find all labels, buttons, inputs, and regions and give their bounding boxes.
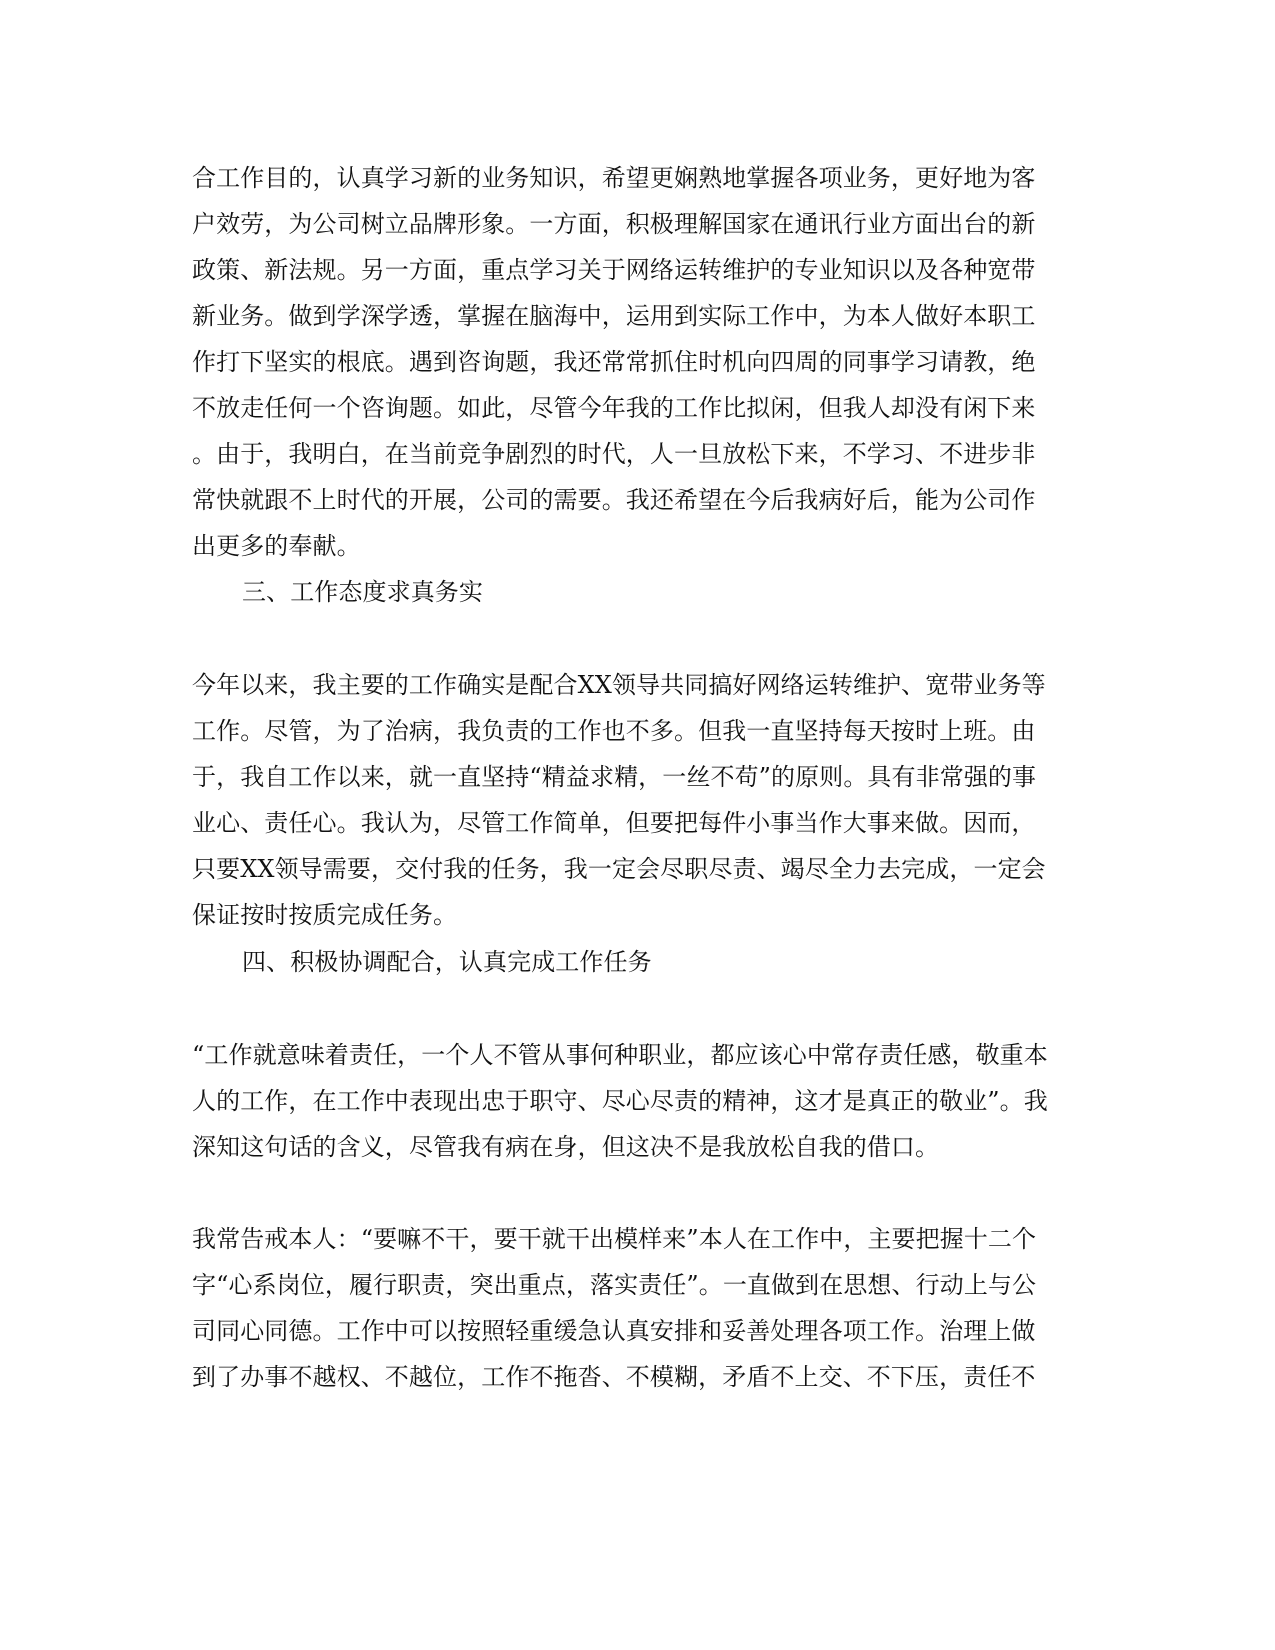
paragraph-line: 不放走任何一个咨询题。如此，尽管今年我的工作比拟闲，但我人却没有闲下来 (192, 394, 1036, 422)
paragraph-line: “工作就意味着责任，一个人不管从事何种职业，都应该心中常存责任感，敬重本 (192, 1041, 1048, 1069)
paragraph-line: 业心、责任心。我认为，尽管工作简单，但要把每件小事当作大事来做。因而， (192, 809, 1036, 837)
paragraph-line: 常快就跟不上时代的开展，公司的需要。我还希望在今后我病好后，能为公司作 (192, 486, 1036, 514)
paragraph-line: 我常告戒本人：“要嘛不干，要干就干出模样来”本人在工作中，主要把握十二个 (192, 1225, 1037, 1253)
paragraph-line: 政策、新法规。另一方面，重点学习关于网络运转维护的专业知识以及各种宽带 (192, 256, 1036, 284)
paragraph-line: 作打下坚实的根底。遇到咨询题，我还常常抓住时机向四周的同事学习请教，绝 (192, 348, 1036, 376)
paragraph-line: 到了办事不越权、不越位，工作不拖沓、不模糊，矛盾不上交、不下压，责任不 (192, 1363, 1036, 1391)
paragraph-line: 户效劳，为公司树立品牌形象。一方面，积极理解国家在通讯行业方面出台的新 (192, 210, 1036, 238)
paragraph-line: 今年以来，我主要的工作确实是配合XX领导共同搞好网络运转维护、宽带业务等 (192, 671, 1046, 699)
paragraph-line: 深知这句话的含义，尽管我有病在身，但这决不是我放松自我的借口。 (192, 1133, 940, 1161)
paragraph-line: 只要XX领导需要，交付我的任务，我一定会尽职尽责、竭尽全力去完成，一定会 (192, 855, 1046, 883)
paragraph-line: 字“心系岗位，履行职责，突出重点，落实责任”。一直做到在思想、行动上与公 (192, 1271, 1037, 1299)
section-heading-4: 四、积极协调配合，认真完成工作任务 (242, 948, 652, 976)
paragraph-line: 司同心同德。工作中可以按照轻重缓急认真安排和妥善处理各项工作。治理上做 (192, 1317, 1036, 1345)
section-heading-3: 三、工作态度求真务实 (242, 578, 483, 606)
paragraph-line: 出更多的奉献。 (192, 532, 361, 560)
paragraph-line: 工作。尽管，为了治病，我负责的工作也不多。但我一直坚持每天按时上班。由 (192, 717, 1036, 745)
paragraph-line: 人的工作，在工作中表现出忠于职守、尽心尽责的精神，这才是真正的敬业”。我 (192, 1087, 1048, 1115)
paragraph-line: 新业务。做到学深学透，掌握在脑海中，运用到实际工作中，为本人做好本职工 (192, 302, 1036, 330)
paragraph-line: 合工作目的，认真学习新的业务知识，希望更娴熟地掌握各项业务，更好地为客 (192, 164, 1036, 192)
paragraph-line: 保证按时按质完成任务。 (192, 901, 458, 929)
paragraph-line: 。由于，我明白，在当前竞争剧烈的时代，人一旦放松下来，不学习、不进步非 (192, 440, 1036, 468)
paragraph-line: 于，我自工作以来，就一直坚持“精益求精，一丝不苟”的原则。具有非常强的事 (192, 763, 1037, 791)
